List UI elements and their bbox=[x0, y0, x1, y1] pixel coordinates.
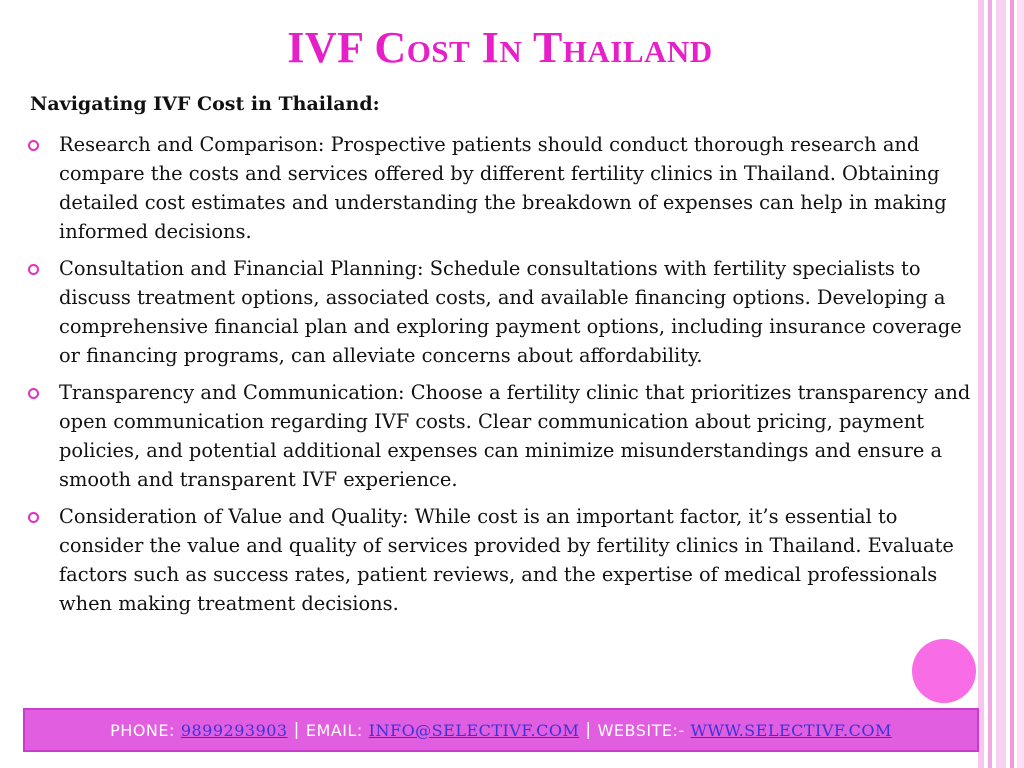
list-item bbox=[28, 378, 973, 494]
decorative-stripe bbox=[988, 0, 992, 768]
list-item bbox=[28, 130, 973, 246]
ring-bullet-icon bbox=[28, 388, 39, 399]
ring-bullet-icon bbox=[28, 512, 39, 523]
ring-bullet-icon bbox=[28, 264, 39, 275]
decorative-stripe bbox=[1017, 0, 1024, 768]
separator: | bbox=[293, 720, 300, 740]
bullet-list bbox=[28, 130, 973, 626]
decorative-stripe bbox=[996, 0, 1006, 768]
decorative-circle bbox=[912, 639, 976, 703]
bullet-text: Consideration of Value and Quality: While cost is an important factor, it’s essential to consider the value and quality of services provided by fertility clinics in Thailand. Evaluate factors such as success rates, patient reviews, and the expertise of medical professionals when making treatment decisions. bbox=[59, 505, 954, 615]
website-label: WEBSITE:- bbox=[597, 720, 685, 740]
separator: | bbox=[585, 720, 592, 740]
bullet-text: Consultation and Financial Planning: Schedule consultations with fertility specialists to discuss treatment options, associated costs, and available financing options. Developing a comprehensive financial plan and exploring payment options, including insurance coverage or financing programs, can alleviate concerns about affordability. bbox=[59, 257, 962, 367]
website-link[interactable]: WWW.SELECTIVF.COM bbox=[690, 720, 892, 740]
bullet-text: Transparency and Communication: Choose a fertility clinic that prioritizes transparency and open communication regarding IVF costs. Clear communication about pricing, payment policies, and potential additional expenses can minimize misunderstandings and ensure a smooth and transparent IVF experience. bbox=[59, 381, 971, 491]
ring-bullet-icon bbox=[28, 140, 39, 151]
slide-title: IVF Cost In Thailand bbox=[287, 23, 713, 72]
list-item bbox=[28, 502, 973, 618]
bullet-text: Research and Comparison: Prospective patients should conduct thorough research and compare the costs and services offered by different fertility clinics in Thailand. Obtaining detailed cost estimates and understanding the breakdown of expenses can help in making informed decisions. bbox=[59, 133, 947, 243]
contact-footer bbox=[23, 708, 979, 752]
list-item bbox=[28, 254, 973, 370]
phone-label: PHONE: bbox=[110, 720, 175, 740]
email-link[interactable]: INFO@SELECTIVF.COM bbox=[368, 720, 580, 740]
decorative-stripe bbox=[978, 0, 984, 768]
email-label: EMAIL: bbox=[305, 720, 363, 740]
section-subheading: Navigating IVF Cost in Thailand: bbox=[30, 93, 380, 115]
decorative-stripe bbox=[1010, 0, 1014, 768]
phone-link[interactable]: 9899293903 bbox=[180, 720, 288, 740]
